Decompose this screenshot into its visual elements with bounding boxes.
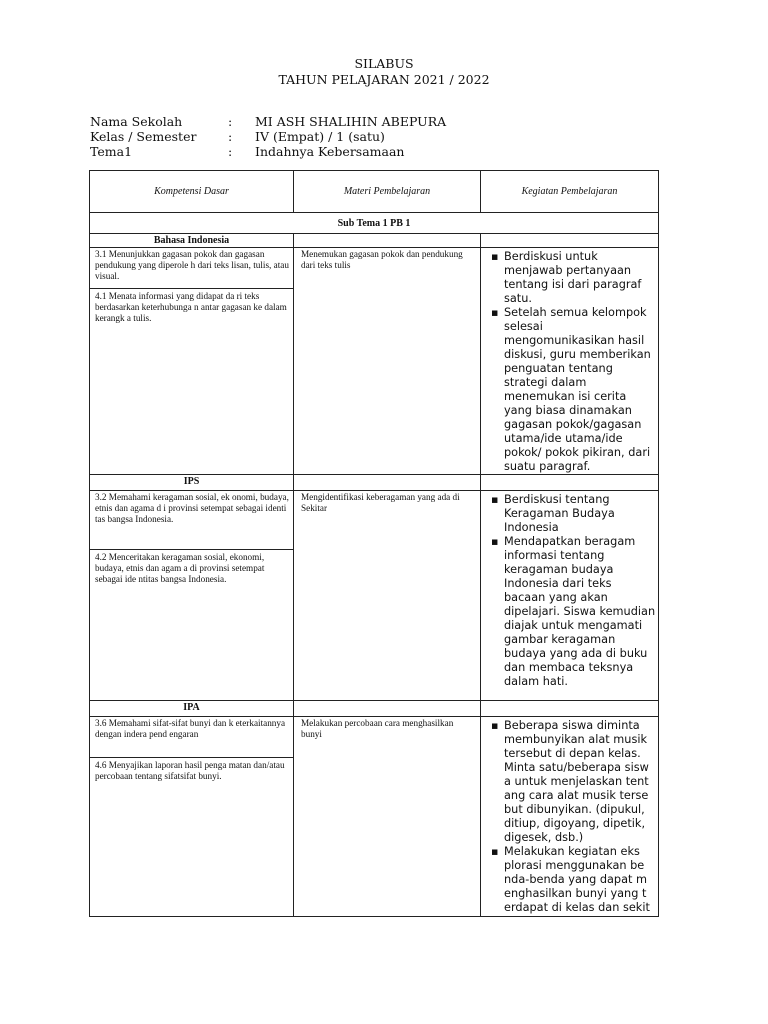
info-row-school <box>90 114 446 129</box>
subject-label: IPS <box>90 475 294 491</box>
subtema-row <box>90 213 659 234</box>
empty-cell <box>481 475 659 491</box>
info-value: Indahnya Kebersamaan <box>255 144 405 159</box>
info-colon: : <box>228 129 233 144</box>
content-row <box>90 491 659 701</box>
kd-item: 3.2 Memahami keragaman sosial, ek onomi, budaya, etnis dan agama d i provinsi setempat sebagai identi tas bangsa Indonesia. <box>90 491 293 550</box>
info-label: Kelas / Semester <box>90 129 197 144</box>
list-item: ▪ Beberapa siswa diminta membunyikan alat musik tersebut di depan kelas. Minta satu/beberapa sisw a untuk menjelaskan tent ang cara alat musik terse but dibunyikan. (dipukul, ditiup, digoyang, dipetik, digesek, dsb.) <box>504 719 656 845</box>
materi-cell: Melakukan percobaan cara menghasilkan bunyi <box>294 717 481 917</box>
subject-row <box>90 475 659 491</box>
info-row-theme <box>90 144 446 159</box>
kd-item: 4.6 Menyajikan laporan hasil penga matan dan/atau percobaan tentang sifatsifat bunyi. <box>95 760 285 782</box>
list-item: ▪ Melakukan kegiatan eks plorasi menggunakan be nda-benda yang dapat m enghasilkan bunyi yang t erdapat di kelas dan sekit <box>504 845 656 915</box>
subject-label: IPA <box>90 701 294 717</box>
document-title: SILABUS <box>354 56 414 71</box>
kegiatan-cell <box>481 248 659 475</box>
table-header-row <box>90 171 659 213</box>
materi-cell: Mengidentifikasi keberagaman yang ada di Sekitar <box>294 491 481 701</box>
content-row <box>90 717 659 917</box>
content-row <box>90 248 659 475</box>
column-header-kompetensi: Kompetensi Dasar <box>90 171 294 213</box>
info-value: IV (Empat) / 1 (satu) <box>255 129 385 144</box>
info-value: MI ASH SHALIHIN ABEPURA <box>255 114 447 129</box>
kd-item: 3.1 Menunjukkan gagasan pokok dan gagasan pendukung yang diperole h dari teks lisan, tulis, atau visual. <box>90 248 293 289</box>
info-colon: : <box>228 114 233 129</box>
kd-item: 3.6 Memahami sifat-sifat bunyi dan k eterkaitannya dengan indera pend engaran <box>90 717 293 758</box>
kd-item: 4.2 Menceritakan keragaman sosial, ekonomi, budaya, etnis dan agam a di provinsi setempat sebagai ide ntitas bangsa Indonesia. <box>95 552 265 585</box>
column-header-kegiatan: Kegiatan Pembelajaran <box>481 171 659 213</box>
subject-row <box>90 234 659 248</box>
syllabus-table <box>89 170 659 917</box>
kd-item: 4.1 Menata informasi yang didapat da ri teks berdasarkan keterhubunga n antar gagasan ke dalam kerangk a tulis. <box>95 291 287 324</box>
info-colon: : <box>228 144 233 159</box>
empty-cell <box>294 234 481 248</box>
empty-cell <box>481 701 659 717</box>
list-item: ▪ Mendapatkan beragam informasi tentang keragaman budaya Indonesia dari teks bacaan yang akan dipelajari. Siswa kemudian diajak untuk mengamati gambar keragaman budaya yang ada di buku dan membaca teksnya dalam hati. <box>504 535 656 689</box>
subtema-label: Sub Tema 1 PB 1 <box>90 213 659 234</box>
kd-cell <box>90 717 294 917</box>
info-label: Nama Sekolah <box>90 114 183 129</box>
kegiatan-cell <box>481 717 659 917</box>
column-header-materi: Materi Pembelajaran <box>294 171 481 213</box>
empty-cell <box>294 701 481 717</box>
info-label: Tema1 <box>90 144 133 159</box>
empty-cell <box>481 234 659 248</box>
empty-cell <box>294 475 481 491</box>
list-item: ▪ Berdiskusi untuk menjawab pertanyaan tentang isi dari paragraf satu. <box>504 250 656 306</box>
kd-cell <box>90 248 294 475</box>
subject-label: Bahasa Indonesia <box>90 234 294 248</box>
kd-cell <box>90 491 294 701</box>
subject-row <box>90 701 659 717</box>
materi-cell: Menemukan gagasan pokok dan pendukung dari teks tulis <box>294 248 481 475</box>
info-row-class <box>90 129 446 144</box>
kegiatan-cell <box>481 491 659 701</box>
list-item: ▪ Berdiskusi tentang Keragaman Budaya Indonesia <box>504 493 656 535</box>
school-info <box>90 114 446 159</box>
document-subtitle: TAHUN PELAJARAN 2021 / 2022 <box>278 72 490 87</box>
list-item: ▪ Setelah semua kelompok selesai mengomunikasikan hasil diskusi, guru memberikan penguatan tentang strategi dalam menemukan isi cerita yang biasa dinamakan gagasan pokok/gagasan utama/ide utama/ide pokok/ pokok pikiran, dari suatu paragraf. <box>504 306 656 474</box>
